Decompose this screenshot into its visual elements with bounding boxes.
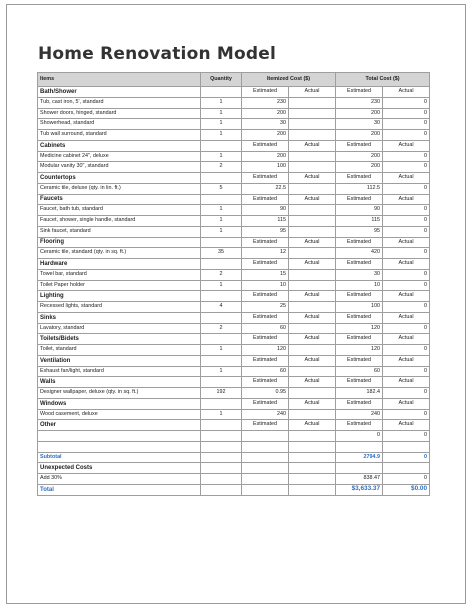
quantity-cell (201, 140, 242, 151)
itemized-estimated-cell: 22.5 (242, 183, 289, 194)
quantity-cell: 1 (201, 226, 242, 237)
total-actual-cell: Actual (383, 140, 430, 151)
quantity-cell: 1 (201, 205, 242, 216)
item-cell: Add 30% (38, 474, 201, 485)
itemized-estimated-cell (242, 474, 289, 485)
total-estimated-cell: 60 (336, 366, 383, 377)
total-actual-cell (383, 441, 430, 452)
itemized-actual-cell (289, 97, 336, 108)
table-row (38, 226, 430, 237)
itemized-estimated-cell (242, 484, 289, 495)
itemized-actual-cell (289, 280, 336, 291)
item-cell (38, 441, 201, 452)
quantity-cell: 2 (201, 269, 242, 280)
quantity-cell (201, 377, 242, 388)
total-estimated-cell: 182.4 (336, 388, 383, 399)
quantity-cell: 4 (201, 302, 242, 313)
total-estimated-cell: Estimated (336, 173, 383, 184)
quantity-cell (201, 355, 242, 366)
total-estimated-cell: 200 (336, 151, 383, 162)
total-row (38, 484, 430, 495)
item-cell: Total (38, 484, 201, 495)
table-row (38, 119, 430, 130)
itemized-estimated-cell: Estimated (242, 173, 289, 184)
page-title: Home Renovation Model (38, 44, 276, 64)
quantity-cell (201, 431, 242, 442)
total-estimated-cell: Estimated (336, 377, 383, 388)
quantity-cell: 1 (201, 108, 242, 119)
total-estimated-cell: 90 (336, 205, 383, 216)
quantity-cell: 5 (201, 183, 242, 194)
itemized-estimated-cell: 90 (242, 205, 289, 216)
item-cell: Faucet, shower, single handle, standard (38, 216, 201, 227)
itemized-estimated-cell: 115 (242, 216, 289, 227)
total-estimated-cell: Estimated (336, 194, 383, 205)
total-estimated-cell: Estimated (336, 87, 383, 98)
item-cell: Wood casement, deluxe (38, 409, 201, 420)
category-row (38, 140, 430, 151)
table-row (38, 366, 430, 377)
item-cell (38, 431, 201, 442)
category-row (38, 291, 430, 302)
total-estimated-cell: Estimated (336, 140, 383, 151)
table-row (38, 323, 430, 334)
total-actual-cell: 0 (383, 409, 430, 420)
table-row (38, 345, 430, 356)
itemized-actual-cell (289, 452, 336, 463)
total-actual-cell: 0 (383, 130, 430, 141)
total-actual-cell: Actual (383, 194, 430, 205)
itemized-actual-cell (289, 474, 336, 485)
total-actual-cell: 0 (383, 183, 430, 194)
itemized-actual-cell (289, 248, 336, 259)
table-row (38, 269, 430, 280)
quantity-cell (201, 334, 242, 345)
itemized-estimated-cell: 10 (242, 280, 289, 291)
itemized-actual-cell: Actual (289, 259, 336, 270)
quantity-cell: 1 (201, 345, 242, 356)
quantity-cell (201, 452, 242, 463)
total-actual-cell: $0.00 (383, 484, 430, 495)
itemized-estimated-cell: Estimated (242, 312, 289, 323)
itemized-estimated-cell: 240 (242, 409, 289, 420)
itemized-actual-cell (289, 323, 336, 334)
subtotal-row (38, 452, 430, 463)
total-actual-cell: Actual (383, 259, 430, 270)
total-actual-cell: 0 (383, 452, 430, 463)
itemized-actual-cell: Actual (289, 355, 336, 366)
total-estimated-cell: 2794.9 (336, 452, 383, 463)
item-cell: Medicine cabinet 24", deluxe (38, 151, 201, 162)
quantity-cell: 1 (201, 280, 242, 291)
total-actual-cell: Actual (383, 312, 430, 323)
itemized-estimated-cell: 200 (242, 151, 289, 162)
total-estimated-cell (336, 441, 383, 452)
item-cell: Tub, cast iron, 5', standard (38, 97, 201, 108)
table-row (38, 431, 430, 442)
item-cell: Faucet, bath tub, standard (38, 205, 201, 216)
quantity-cell (201, 194, 242, 205)
total-estimated-cell: 115 (336, 216, 383, 227)
itemized-actual-cell: Actual (289, 420, 336, 431)
total-actual-cell: 0 (383, 151, 430, 162)
itemized-estimated-cell: Estimated (242, 140, 289, 151)
itemized-estimated-cell: Estimated (242, 355, 289, 366)
itemized-estimated-cell (242, 452, 289, 463)
quantity-cell (201, 173, 242, 184)
total-estimated-cell: 30 (336, 269, 383, 280)
quantity-cell (201, 398, 242, 409)
item-cell: Towel bar, standard (38, 269, 201, 280)
itemized-actual-cell (289, 388, 336, 399)
total-actual-cell: Actual (383, 377, 430, 388)
category-row (38, 420, 430, 431)
quantity-cell: 192 (201, 388, 242, 399)
total-actual-cell: 0 (383, 205, 430, 216)
total-actual-cell: Actual (383, 398, 430, 409)
itemized-actual-cell (289, 269, 336, 280)
total-actual-cell: Actual (383, 334, 430, 345)
itemized-estimated-cell: 100 (242, 162, 289, 173)
itemized-actual-cell (289, 108, 336, 119)
itemized-estimated-cell: Estimated (242, 259, 289, 270)
quantity-cell: 1 (201, 151, 242, 162)
item-cell: Shower doors, hinged, standard (38, 108, 201, 119)
table-row (38, 205, 430, 216)
item-cell: Hardware (38, 259, 201, 270)
total-estimated-cell: Estimated (336, 237, 383, 248)
total-actual-cell: 0 (383, 366, 430, 377)
quantity-cell (201, 312, 242, 323)
itemized-actual-cell (289, 302, 336, 313)
itemized-estimated-cell: 12 (242, 248, 289, 259)
total-actual-cell: Actual (383, 237, 430, 248)
quantity-cell (201, 484, 242, 495)
quantity-cell (201, 463, 242, 474)
category-row (38, 237, 430, 248)
item-cell: Modular vanity 30", standard (38, 162, 201, 173)
total-estimated-cell: 240 (336, 409, 383, 420)
category-row (38, 259, 430, 270)
itemized-actual-cell (289, 216, 336, 227)
itemized-actual-cell (289, 205, 336, 216)
table-row (38, 409, 430, 420)
itemized-estimated-cell: 95 (242, 226, 289, 237)
itemized-actual-cell: Actual (289, 312, 336, 323)
total-estimated-cell: Estimated (336, 312, 383, 323)
category-row (38, 312, 430, 323)
header-items: Items (38, 73, 201, 87)
total-actual-cell: 0 (383, 474, 430, 485)
category-row (38, 463, 430, 474)
total-actual-cell: 0 (383, 280, 430, 291)
item-cell: Bath/Shower (38, 87, 201, 98)
itemized-estimated-cell: 120 (242, 345, 289, 356)
item-cell: Flooring (38, 237, 201, 248)
quantity-cell (201, 291, 242, 302)
quantity-cell (201, 259, 242, 270)
item-cell: Subtotal (38, 452, 201, 463)
total-actual-cell: 0 (383, 97, 430, 108)
itemized-actual-cell: Actual (289, 87, 336, 98)
total-actual-cell (383, 463, 430, 474)
quantity-cell: 2 (201, 162, 242, 173)
itemized-actual-cell: Actual (289, 398, 336, 409)
total-actual-cell: 0 (383, 323, 430, 334)
table-row (38, 97, 430, 108)
total-actual-cell: 0 (383, 119, 430, 130)
total-estimated-cell: Estimated (336, 398, 383, 409)
total-estimated-cell: Estimated (336, 259, 383, 270)
item-cell: Lighting (38, 291, 201, 302)
item-cell: Walls (38, 377, 201, 388)
itemized-actual-cell (289, 162, 336, 173)
itemized-estimated-cell: Estimated (242, 334, 289, 345)
itemized-actual-cell: Actual (289, 377, 336, 388)
category-row (38, 398, 430, 409)
quantity-cell (201, 237, 242, 248)
item-cell: Toilet, standard (38, 345, 201, 356)
itemized-actual-cell (289, 431, 336, 442)
quantity-cell: 1 (201, 130, 242, 141)
item-cell: Countertops (38, 173, 201, 184)
table-row (38, 183, 430, 194)
item-cell: Sink faucet, standard (38, 226, 201, 237)
total-estimated-cell: Estimated (336, 420, 383, 431)
total-estimated-cell: 838.47 (336, 474, 383, 485)
total-actual-cell: Actual (383, 355, 430, 366)
total-estimated-cell: 120 (336, 323, 383, 334)
category-row (38, 355, 430, 366)
table-row (38, 162, 430, 173)
total-actual-cell: 0 (383, 431, 430, 442)
item-cell: Toilets/Bidets (38, 334, 201, 345)
itemized-estimated-cell: 60 (242, 323, 289, 334)
itemized-estimated-cell: Estimated (242, 194, 289, 205)
header-itemized-cost: Itemized Cost ($) (242, 73, 336, 87)
total-actual-cell: Actual (383, 291, 430, 302)
item-cell: Sinks (38, 312, 201, 323)
total-estimated-cell: 30 (336, 119, 383, 130)
header-total-cost: Total Cost ($) (336, 73, 430, 87)
itemized-estimated-cell: 60 (242, 366, 289, 377)
item-cell: Ceramic tile, standard (qty. in sq. ft.) (38, 248, 201, 259)
total-actual-cell: 0 (383, 388, 430, 399)
itemized-estimated-cell: 0.95 (242, 388, 289, 399)
total-actual-cell: 0 (383, 162, 430, 173)
itemized-actual-cell: Actual (289, 194, 336, 205)
header-quantity: Quantity (201, 73, 242, 87)
total-estimated-cell (336, 463, 383, 474)
itemized-estimated-cell (242, 463, 289, 474)
table-row (38, 108, 430, 119)
itemized-estimated-cell: 200 (242, 108, 289, 119)
itemized-actual-cell (289, 130, 336, 141)
total-estimated-cell: 95 (336, 226, 383, 237)
quantity-cell (201, 420, 242, 431)
total-actual-cell: 0 (383, 302, 430, 313)
total-actual-cell: 0 (383, 216, 430, 227)
table-row (38, 280, 430, 291)
category-row (38, 87, 430, 98)
itemized-estimated-cell: Estimated (242, 420, 289, 431)
item-cell: Unexpected Costs (38, 463, 201, 474)
item-cell: Tub wall surround, standard (38, 130, 201, 141)
itemized-actual-cell (289, 409, 336, 420)
itemized-actual-cell (289, 441, 336, 452)
category-row (38, 334, 430, 345)
table-row (38, 441, 430, 452)
itemized-estimated-cell: 15 (242, 269, 289, 280)
itemized-actual-cell (289, 119, 336, 130)
itemized-actual-cell: Actual (289, 334, 336, 345)
itemized-actual-cell: Actual (289, 291, 336, 302)
itemized-estimated-cell: 25 (242, 302, 289, 313)
table-row (38, 130, 430, 141)
itemized-actual-cell: Actual (289, 237, 336, 248)
total-actual-cell: 0 (383, 226, 430, 237)
quantity-cell: 1 (201, 366, 242, 377)
total-estimated-cell: 420 (336, 248, 383, 259)
item-cell: Lavatory, standard (38, 323, 201, 334)
table-header-row (38, 73, 430, 87)
total-estimated-cell: 200 (336, 108, 383, 119)
total-estimated-cell: Estimated (336, 334, 383, 345)
total-actual-cell: Actual (383, 173, 430, 184)
itemized-estimated-cell: Estimated (242, 87, 289, 98)
quantity-cell (201, 474, 242, 485)
table-row (38, 151, 430, 162)
total-estimated-cell: 200 (336, 130, 383, 141)
table-row (38, 248, 430, 259)
item-cell: Toilet Paper holder (38, 280, 201, 291)
total-actual-cell: Actual (383, 87, 430, 98)
itemized-estimated-cell (242, 431, 289, 442)
total-actual-cell: 0 (383, 345, 430, 356)
itemized-estimated-cell: 30 (242, 119, 289, 130)
item-cell: Faucets (38, 194, 201, 205)
item-cell: Recessed lights, standard (38, 302, 201, 313)
itemized-estimated-cell: Estimated (242, 291, 289, 302)
itemized-actual-cell (289, 345, 336, 356)
total-actual-cell: 0 (383, 108, 430, 119)
itemized-actual-cell (289, 366, 336, 377)
item-cell: Ventilation (38, 355, 201, 366)
total-actual-cell: Actual (383, 420, 430, 431)
item-cell: Exhaust fan/light, standard (38, 366, 201, 377)
itemized-actual-cell (289, 463, 336, 474)
itemized-actual-cell (289, 484, 336, 495)
total-estimated-cell: 100 (336, 302, 383, 313)
itemized-actual-cell (289, 183, 336, 194)
total-estimated-cell: 0 (336, 431, 383, 442)
item-cell: Cabinets (38, 140, 201, 151)
quantity-cell: 1 (201, 409, 242, 420)
itemized-estimated-cell (242, 441, 289, 452)
category-row (38, 173, 430, 184)
quantity-cell (201, 441, 242, 452)
quantity-cell (201, 87, 242, 98)
table-row (38, 302, 430, 313)
item-cell: Ceramic tile, deluxe (qty. in lin. ft.) (38, 183, 201, 194)
renovation-table (37, 72, 430, 496)
quantity-cell: 2 (201, 323, 242, 334)
itemized-estimated-cell: 200 (242, 130, 289, 141)
total-estimated-cell: 120 (336, 345, 383, 356)
item-cell: Showerhead, standard (38, 119, 201, 130)
itemized-estimated-cell: Estimated (242, 237, 289, 248)
table-row (38, 474, 430, 485)
total-estimated-cell: Estimated (336, 291, 383, 302)
total-actual-cell: 0 (383, 248, 430, 259)
itemized-estimated-cell: Estimated (242, 398, 289, 409)
category-row (38, 377, 430, 388)
itemized-actual-cell: Actual (289, 173, 336, 184)
itemized-actual-cell (289, 226, 336, 237)
total-estimated-cell: 10 (336, 280, 383, 291)
total-actual-cell: 0 (383, 269, 430, 280)
table-row (38, 216, 430, 227)
item-cell: Designer wallpaper, deluxe (qty. in sq. ft.) (38, 388, 201, 399)
total-estimated-cell: Estimated (336, 355, 383, 366)
itemized-estimated-cell: 230 (242, 97, 289, 108)
quantity-cell: 1 (201, 216, 242, 227)
quantity-cell: 1 (201, 119, 242, 130)
item-cell: Other (38, 420, 201, 431)
itemized-actual-cell: Actual (289, 140, 336, 151)
itemized-actual-cell (289, 151, 336, 162)
total-estimated-cell: 230 (336, 97, 383, 108)
category-row (38, 194, 430, 205)
total-estimated-cell: $3,633.37 (336, 484, 383, 495)
total-estimated-cell: 200 (336, 162, 383, 173)
total-estimated-cell: 112.5 (336, 183, 383, 194)
quantity-cell: 35 (201, 248, 242, 259)
table-row (38, 388, 430, 399)
item-cell: Windows (38, 398, 201, 409)
itemized-estimated-cell: Estimated (242, 377, 289, 388)
quantity-cell: 1 (201, 97, 242, 108)
